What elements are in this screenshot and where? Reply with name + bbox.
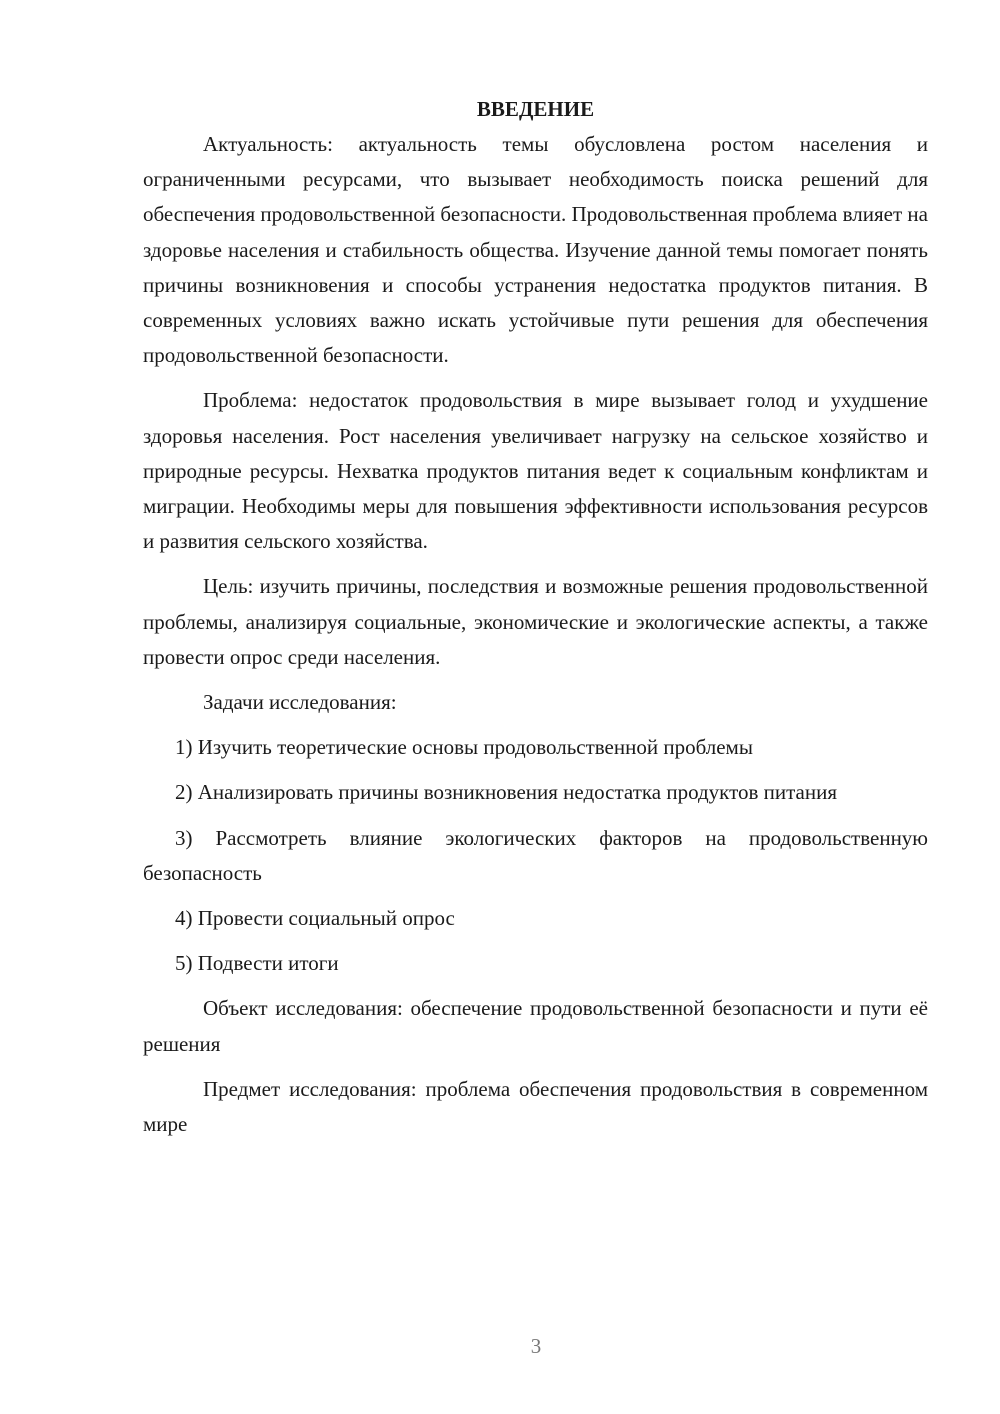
- subject-paragraph: Предмет исследования: проблема обеспечения продовольствия в современном мире: [143, 1076, 928, 1137]
- relevance-paragraph: Актуальность: актуальность темы обусловлена ростом населения и ограниченными ресурсами, что вызывает необходимость поиска решений для обеспечения продовольственной безопасности. Продовольственная проблема влияет на здоровье населения и стабильность общества. Изучение данной темы помогает понять причины возникновения и способы устранения недостатка продуктов питания. В современных условиях важно искать устойчивые пути решения для обеспечения продовольственной безопасности.: [143, 132, 928, 368]
- page-body: [143, 92, 928, 1152]
- tasks-list: [143, 730, 928, 981]
- list-item: 2) Анализировать причины возникновения недостатка продуктов питания: [175, 780, 838, 805]
- list-item: 1) Изучить теоретические основы продовольственной проблемы: [175, 735, 753, 760]
- list-item: 5) Подвести итоги: [175, 951, 339, 976]
- page-number: 3: [530, 1334, 542, 1358]
- problem-paragraph: Проблема: недостаток продовольствия в мире вызывает голод и ухудшение здоровья населения. Рост населения увеличивает нагрузку на сельское хозяйство и природные ресурсы. Нехватка продуктов питания ведет к социальным конфликтам и миграции. Необходимы меры для повышения эффективности использования ресурсов и развития сельского хозяйства.: [143, 388, 928, 554]
- goal-paragraph: Цель: изучить причины, последствия и возможные решения продовольственной проблемы, анализируя социальные, экономические и экологические аспекты, а также провести опрос среди населения.: [143, 574, 928, 669]
- list-item: 3) Рассмотреть влияние экологических факторов на продовольственную безопасность: [143, 825, 928, 885]
- object-paragraph: Объект исследования: обеспечение продовольственной безопасности и пути её решения: [143, 996, 928, 1056]
- tasks-heading: Задачи исследования:: [203, 690, 397, 715]
- section-title: ВВЕДЕНИЕ: [476, 97, 595, 121]
- list-item: 4) Провести социальный опрос: [175, 906, 455, 931]
